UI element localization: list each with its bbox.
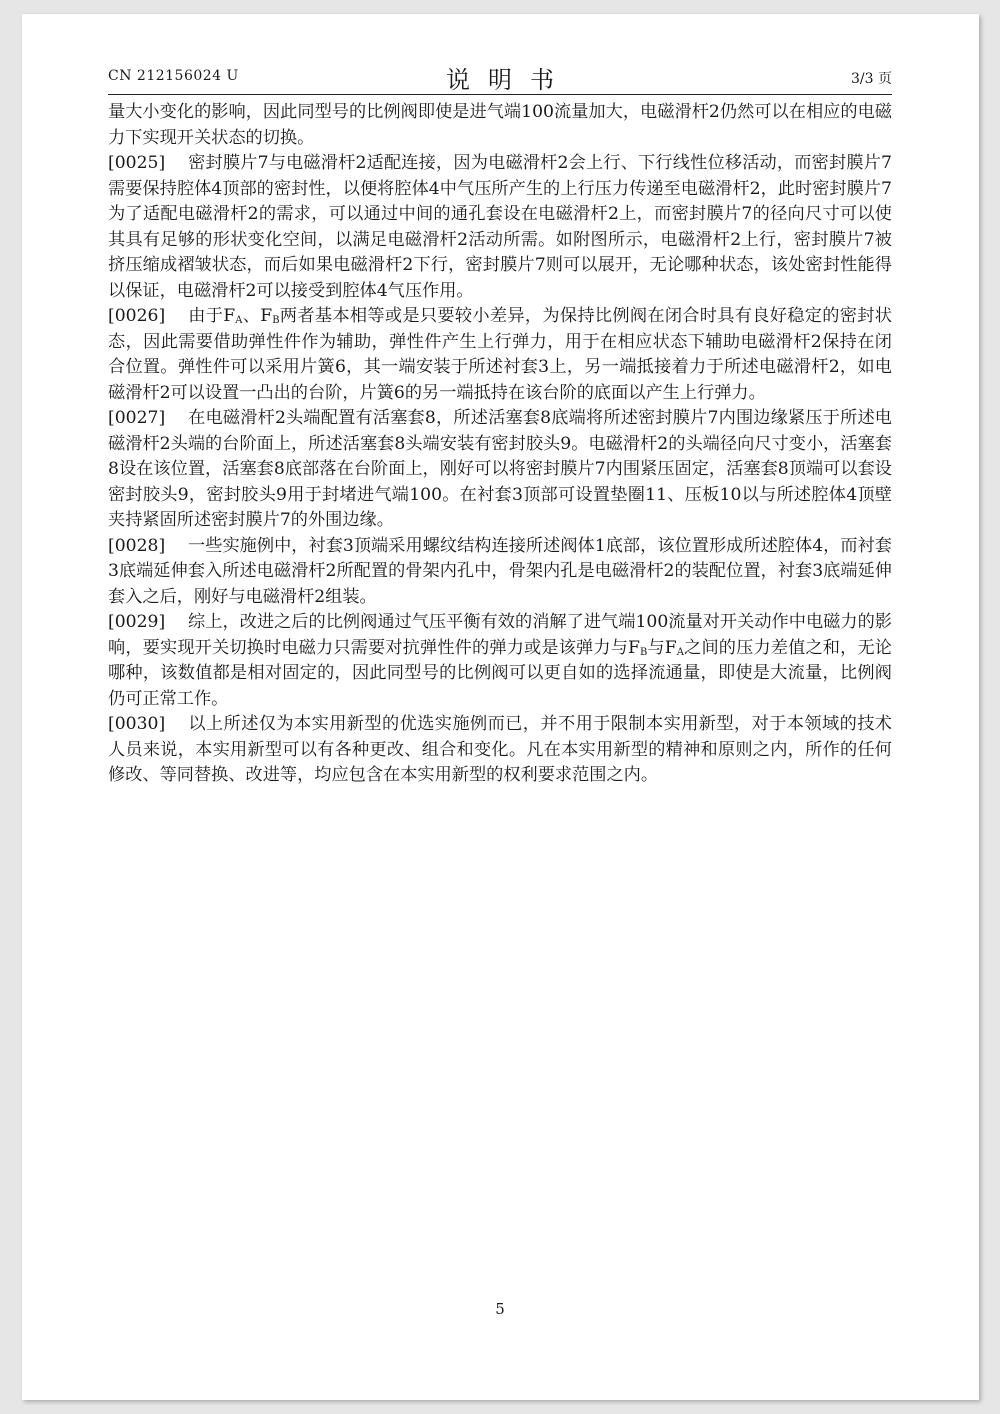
paragraph-text: 以上所述仅为本实用新型的优选实施例而已，并不用于限制本实用新型，对于本领域的技术人员来说，本实用新型可以有各种更改、组合和变化。凡在本实用新型的精神和原则之内，所作的任何修改、等同替换、改进等，均应包含在本实用新型的权利要求范围之内。: [108, 714, 892, 785]
paragraph-text: 与F: [647, 637, 677, 658]
paragraph-number: [0026]: [108, 306, 166, 326]
paragraph-text: 、F: [242, 306, 273, 326]
description-body: [108, 100, 892, 789]
paragraph-0026: [108, 304, 892, 406]
subscript: B: [272, 315, 280, 326]
paragraph-number: [0029]: [108, 612, 166, 632]
subscript: B: [639, 646, 648, 658]
publication-number: CN 212156024 U: [108, 68, 239, 84]
paragraph-number: [0025]: [108, 153, 166, 173]
subscript: A: [676, 646, 684, 658]
paragraph-text: 在电磁滑杆2头端配置有活塞套8，所述活塞套8底端将所述密封膜片7内围边缘紧压于所述电磁滑杆2头端的台阶面上，所述活塞套8头端安装有密封胶头9。电磁滑杆2的头端径向尺寸变小，活塞套8设在该位置，活塞套8底部落在台阶面上，刚好可以将密封膜片7内围紧压固定，活塞套8顶端可以套设密封胶头9，密封胶头9用于封堵进气端100。在衬套3顶部可设置垫圈11、压板10以与所述腔体4顶壁夹持紧固所述密封膜片7的外围边缘。: [108, 408, 892, 530]
paragraph-text: 之间的压力差值之和，无论哪种，该数值都是相对固定的，因此同型号的比例阀可以更自如的选择流通量，即使是大流量，比例阀仍可正常工作。: [108, 637, 892, 709]
paragraph-0027: [108, 406, 892, 534]
paragraph-number: [0030]: [108, 714, 166, 734]
page-count: 3/3 页: [851, 71, 892, 87]
paragraph-text: 综上，改进之后的比例阀通过气压平衡有效的消解了进气端100流量对开关动作中电磁力的影响，要实现开关切换时电磁力只需要对抗弹性件的弹力或是该弹力与F: [108, 612, 892, 658]
paragraph-text: 密封膜片7与电磁滑杆2适配连接，因为电磁滑杆2会上行、下行线性位移活动，而密封膜片7需要保持腔体4顶部的密封性，以便将腔体4中气压所产生的上行压力传递至电磁滑杆2，此时密封膜片7为了适配电磁滑杆2的需求，可以通过中间的通孔套设在电磁滑杆2上，而密封膜片7的径向尺寸可以使其具有足够的形状变化空间，以满足电磁滑杆2活动所需。如附图所示，电磁滑杆2上行，密封膜片7被挤压缩成褶皱状态，而后如果电磁滑杆2下行，密封膜片7则可以展开，无论哪种状态，该处密封性能得以保证，电磁滑杆2可以接受到腔体4气压作用。: [108, 153, 892, 301]
continuation-paragraph: 量大小变化的影响，因此同型号的比例阀即使是进气端100流量加大，电磁滑杆2仍然可以在相应的电磁力下实现开关状态的切换。: [108, 102, 892, 148]
paragraph-0030: [108, 712, 892, 789]
paragraph-0025: [108, 151, 892, 304]
document-title: 说明书: [446, 66, 572, 94]
paragraph-0029: [108, 610, 892, 712]
paragraph-number: [0028]: [108, 535, 166, 556]
paragraph-text: 两者基本相等或是只要较小差异，为保持比例阀在闭合时具有良好稳定的密封状态，因此需要借助弹性件作为辅助，弹性件产生上行弹力，用于在相应状态下辅助电磁滑杆2保持在闭合位置。弹性件可以采用片簧6，其一端安装于所述衬套3上，另一端抵接着力于所述电磁滑杆2，如电磁滑杆2可以设置一凸出的台阶，片簧6的另一端抵持在该台阶的底面以产生上行弹力。: [108, 306, 892, 403]
paragraph-text: 一些实施例中，衬套3顶端采用螺纹结构连接所述阀体1底部，该位置形成所述腔体4，而衬套3底端延伸套入所述电磁滑杆2所配置的骨架内孔中，骨架内孔是电磁滑杆2的装配位置，衬套3底端延伸套入之后，刚好与电磁滑杆2组装。: [108, 535, 892, 607]
paragraph-text: 由于F: [188, 306, 236, 326]
subscript: A: [235, 315, 243, 326]
page-number: 5: [495, 1300, 505, 1318]
page-header: [108, 60, 892, 95]
paragraph-number: [0027]: [108, 408, 166, 428]
paragraph-0028: [108, 534, 892, 611]
